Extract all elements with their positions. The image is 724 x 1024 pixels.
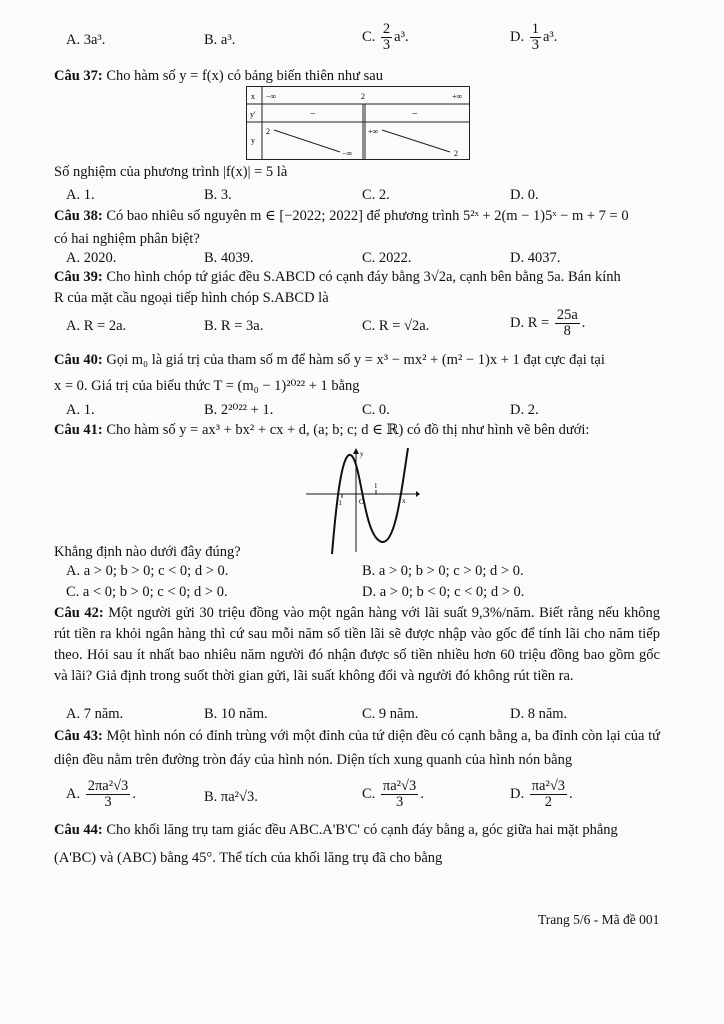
q37-option-b: B. 3. <box>204 187 232 203</box>
table-y-right: 2 <box>454 149 458 158</box>
q43-stem: Câu 43: Một hình nón có đỉnh trùng với một đỉnh của tứ diện đều có cạnh bằng a, ba đỉnh còn lại của tứ diện đều nằm trên đường tròn đáy của hình nón. Diện tích xung quanh của hình nón bằng <box>54 728 661 768</box>
q39-stem-line2: R của mặt cầu ngoại tiếp hình chóp S.ABCD là <box>54 290 329 306</box>
q40-stem: Câu 40: Gọi m₀ là giá trị của tham số m để hàm số y = x³ − mx² + (m² − 1)x + 1 đạt cực đại tại <box>54 352 605 368</box>
table-y-mid-bottom: −∞ <box>342 149 353 158</box>
q36-option-b: B. a³. <box>204 32 236 48</box>
q38-option-c: C. 2022. <box>362 250 412 266</box>
q37-question: Số nghiệm của phương trình |f(x)| = 5 là <box>54 164 288 180</box>
q43-option-c: C. $\frac{\text{πa²√3}}{3}$ . <box>362 778 424 811</box>
graph-x-label: x <box>402 497 406 505</box>
graph-y-arrow <box>353 448 359 454</box>
q43-option-d: D. $\frac{\text{πa²√3}}{2}$ . <box>510 778 573 811</box>
q44-stem: Câu 44: Cho khối lăng trụ tam giác đều ABC.A'B'C' có cạnh đáy bằng a, góc giữa hai mặt phẳng <box>54 822 618 838</box>
table-y-mid-top: +∞ <box>368 127 379 136</box>
q44-stem-line2: (A'BC) và (ABC) bằng 45°. Thể tích của khối lăng trụ đã cho bằng <box>54 850 443 866</box>
q40-option-a: A. 1. <box>66 402 95 418</box>
q37-option-a: A. 1. <box>66 187 95 203</box>
q38-stem-line2: có hai nghiệm phân biệt? <box>54 231 200 247</box>
graph-curve <box>332 448 408 554</box>
q39-option-d: D. R = $\frac{25a}{8}$ . <box>510 307 586 340</box>
q37-option-c: C. 2. <box>362 187 390 203</box>
q38-option-a: A. 2020. <box>66 250 117 266</box>
table-arrow-right <box>382 130 450 152</box>
q41-option-c: C. a < 0; b > 0; c < 0; d > 0. <box>66 584 228 600</box>
table-arrow-left <box>274 130 340 152</box>
graph-y-label: y <box>360 450 364 458</box>
q38-stem: Câu 38: Có bao nhiêu số nguyên m ∈ [−2022; 2022] để phương trình 5²ˣ + 2(m − 1)5ˣ − m + 7 = 0 <box>54 208 629 224</box>
cubic-graph <box>304 446 420 556</box>
q41-option-a: A. a > 0; b > 0; c < 0; d > 0. <box>66 563 229 579</box>
q42-option-d: D. 8 năm. <box>510 706 568 722</box>
q43-option-b: B. πa²√3. <box>204 789 258 805</box>
table-yprime-label: y' <box>250 110 256 119</box>
graph-neg1-label: -1 <box>336 499 342 507</box>
q38-option-b: B. 4039. <box>204 250 254 266</box>
variation-table <box>246 86 470 160</box>
q36-option-d: D. $\frac{1}{3}$ a³. <box>510 21 558 54</box>
table-pos-inf: +∞ <box>452 92 463 101</box>
q37-stem: Câu 37: Cho hàm số y = f(x) có bảng biến thiên như sau <box>54 68 383 84</box>
q41-stem: Câu 41: Cho hàm số y = ax³ + bx² + cx + d, (a; b; c; d ∈ ℝ) có đồ thị như hình vẽ bên dưới: <box>54 422 590 438</box>
q42-option-b: B. 10 năm. <box>204 706 268 722</box>
q40-stem-line2: x = 0. Giá trị của biểu thức T = (m₀ − 1)²⁰²² + 1 bằng <box>54 378 360 394</box>
table-neg-inf: −∞ <box>266 92 277 101</box>
q36-option-c: C. $\frac{2}{3}$ a³. <box>362 21 409 54</box>
q38-option-d: D. 4037. <box>510 250 561 266</box>
q42-option-c: C. 9 năm. <box>362 706 419 722</box>
q41-option-d: D. a > 0; b < 0; c < 0; d > 0. <box>362 584 525 600</box>
q42-stem: Câu 42: Một người gửi 30 triệu đồng vào một ngân hàng với lãi suất 9,3%/năm. Biết rằng nếu không rút tiền ra khỏi ngân hàng thì cứ sau mỗi năm số tiền lãi sẽ được nhập vào gốc để tính lãi cho năm tiếp theo. Hỏi sau ít nhất bao nhiêu năm người đó nhận được số tiền nhiều hơn 60 triệu đồng bao gồm gốc và lãi? Giả định trong suốt thời gian gửi, lãi suất không đổi và người đó không rút tiền ra. <box>54 605 660 684</box>
q39-option-c: C. R = √2a. <box>362 318 430 334</box>
q40-option-c: C. 0. <box>362 402 390 418</box>
q37-option-d: D. 0. <box>510 187 539 203</box>
q40-option-d: D. 2. <box>510 402 539 418</box>
table-y-left: 2 <box>266 127 270 136</box>
q40-option-b: B. 2²⁰²² + 1. <box>204 402 274 418</box>
q39-option-a: A. R = 2a. <box>66 318 127 334</box>
table-x-label: x <box>251 92 255 101</box>
q42-option-a: A. 7 năm. <box>66 706 124 722</box>
table-minus-right: − <box>412 109 418 120</box>
page-footer: Trang 5/6 - Mã đề 001 <box>538 912 660 927</box>
q43-option-a: A. $\frac{\text{2πa²√3}}{3}$ . <box>66 778 136 811</box>
table-y-label: y <box>251 136 255 145</box>
q39-option-b: B. R = 3a. <box>204 318 264 334</box>
table-two: 2 <box>361 92 365 101</box>
q41-question: Khẳng định nào dưới đây đúng? <box>54 544 241 560</box>
graph-origin-label: O <box>359 498 365 506</box>
table-minus-left: − <box>310 109 316 120</box>
q41-option-b: B. a > 0; b > 0; c > 0; d > 0. <box>362 563 524 579</box>
graph-x-arrow <box>416 491 420 497</box>
q39-stem: Câu 39: Cho hình chóp tứ giác đều S.ABCD có cạnh đáy bằng 3√2a, cạnh bên bằng 5a. Bán kính <box>54 269 621 285</box>
graph-one-label: 1 <box>374 482 378 490</box>
q36-option-a: A. 3a³. <box>66 32 106 48</box>
